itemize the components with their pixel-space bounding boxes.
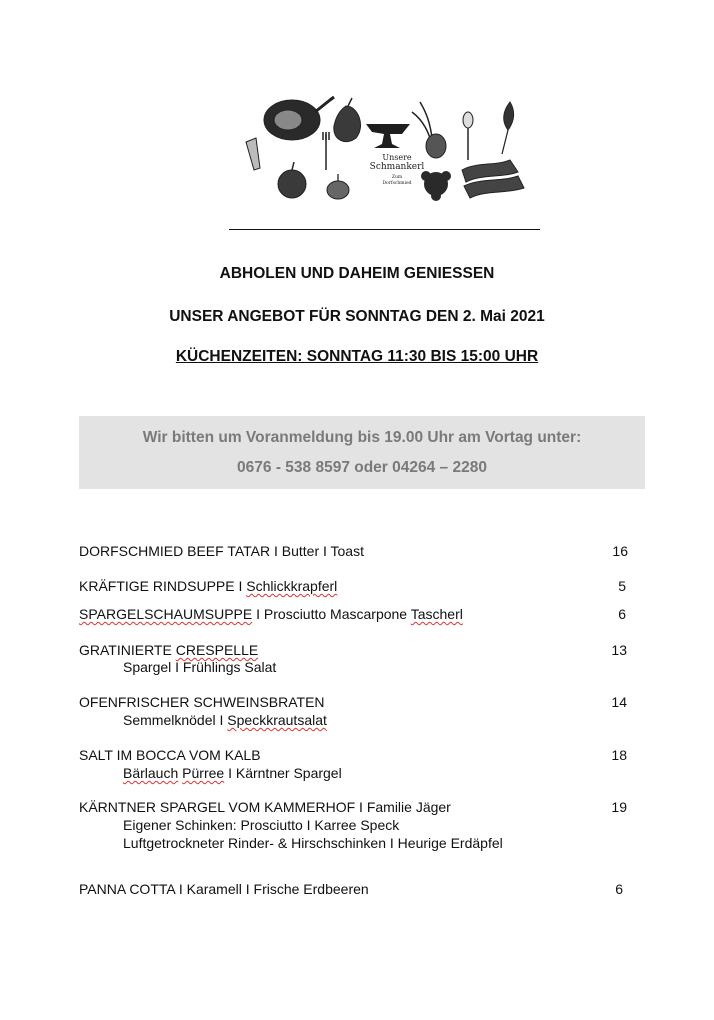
logo-line-1: Unsere <box>382 153 412 162</box>
logo-line-2: Schmankerl <box>369 162 425 172</box>
menu-item-rindsuppe <box>79 578 337 594</box>
knife-drawing <box>246 138 260 170</box>
menu-price: 14 <box>611 694 627 710</box>
restaurant-logo <box>240 82 540 212</box>
menu-price: 6 <box>615 881 623 897</box>
onion-drawing <box>327 174 349 199</box>
menu-item-text: Pürree <box>182 765 225 781</box>
divider-line <box>229 229 540 230</box>
anvil-drawing <box>366 124 410 148</box>
logo-line-4: Dorfschmied <box>382 180 412 186</box>
fork-drawing <box>323 132 329 170</box>
logo-illustration <box>240 82 540 212</box>
menu-price: 6 <box>618 606 626 622</box>
apple-drawing <box>278 162 306 198</box>
spoon-drawing <box>463 112 473 160</box>
menu-item-text: Tascherl <box>410 606 463 622</box>
leek-drawing <box>412 102 446 158</box>
menu-price: 16 <box>612 543 628 559</box>
notice-line-1: Wir bitten um Voranmeldung bis 19.00 Uhr am Vortag unter: <box>142 429 582 446</box>
menu-item-text: Bärlauch <box>123 765 179 781</box>
menu-item-description <box>123 712 327 728</box>
logo-wordmark <box>362 154 432 186</box>
menu-item-text: Speckkrautsalat <box>227 712 327 728</box>
menu-price: 5 <box>618 578 626 594</box>
menu-item-schweinsbraten: OFENFRISCHER SCHWEINSBRATEN <box>79 694 325 710</box>
menu-item-crespelle <box>79 642 258 658</box>
menu-item-description: Eigener Schinken: Prosciutto I Karree Speck <box>123 817 400 833</box>
heading-offer-date: UNSER ANGEBOT FÜR SONNTAG DEN 2. Mai 2021 <box>169 308 545 325</box>
menu-price: 19 <box>611 799 627 815</box>
menu-item-description: Luftgetrockneter Rinder- & Hirschschinken I Heurige Erdäpfel <box>123 835 503 851</box>
heading-pickup: ABHOLEN UND DAHEIM GENIESSEN <box>219 265 495 282</box>
menu-item-description: Spargel I Frühlings Salat <box>123 659 277 675</box>
menu-item-saltimbocca: SALT IM BOCCA VOM KALB <box>79 747 261 763</box>
menu-item-text: GRATINIERTE <box>79 642 176 658</box>
menu-item-text: SPARGELSCHAUMSUPPE <box>79 606 253 622</box>
notice-phone-numbers: 0676 - 538 8597 oder 04264 – 2280 <box>237 459 487 476</box>
menu-item-panna-cotta: PANNA COTTA I Karamell I Frische Erdbeeren <box>79 881 369 897</box>
menu-item-spargelschaumsuppe <box>79 606 463 622</box>
menu-price: 13 <box>611 642 627 658</box>
fig-drawing <box>334 98 361 142</box>
menu-item-text: KRÄFTIGE RINDSUPPE I <box>79 578 247 594</box>
bacon-drawing <box>462 160 524 198</box>
menu-item-text: CRESPELLE <box>175 642 259 658</box>
menu-item-text: I Kärntner Spargel <box>224 765 342 781</box>
menu-item-text: I Prosciutto Mascarpone <box>252 606 411 622</box>
herb-drawing <box>502 102 514 154</box>
menu-price: 18 <box>611 747 627 763</box>
menu-item-text: Schlickkrapferl <box>246 578 338 594</box>
reservation-notice <box>79 416 645 489</box>
logo-line-3: Zum <box>391 175 403 180</box>
menu-item-description <box>123 765 342 781</box>
menu-item-beef-tatar: DORFSCHMIED BEEF TATAR I Butter I Toast <box>79 543 364 559</box>
menu-item-text: Semmelknödel I <box>123 712 228 728</box>
heading-kitchen-hours: KÜCHENZEITEN: SONNTAG 11:30 BIS 15:00 UHR <box>175 348 539 365</box>
menu-item-kaerntner-spargel: KÄRNTNER SPARGEL VOM KAMMERHOF I Familie Jäger <box>79 799 451 815</box>
